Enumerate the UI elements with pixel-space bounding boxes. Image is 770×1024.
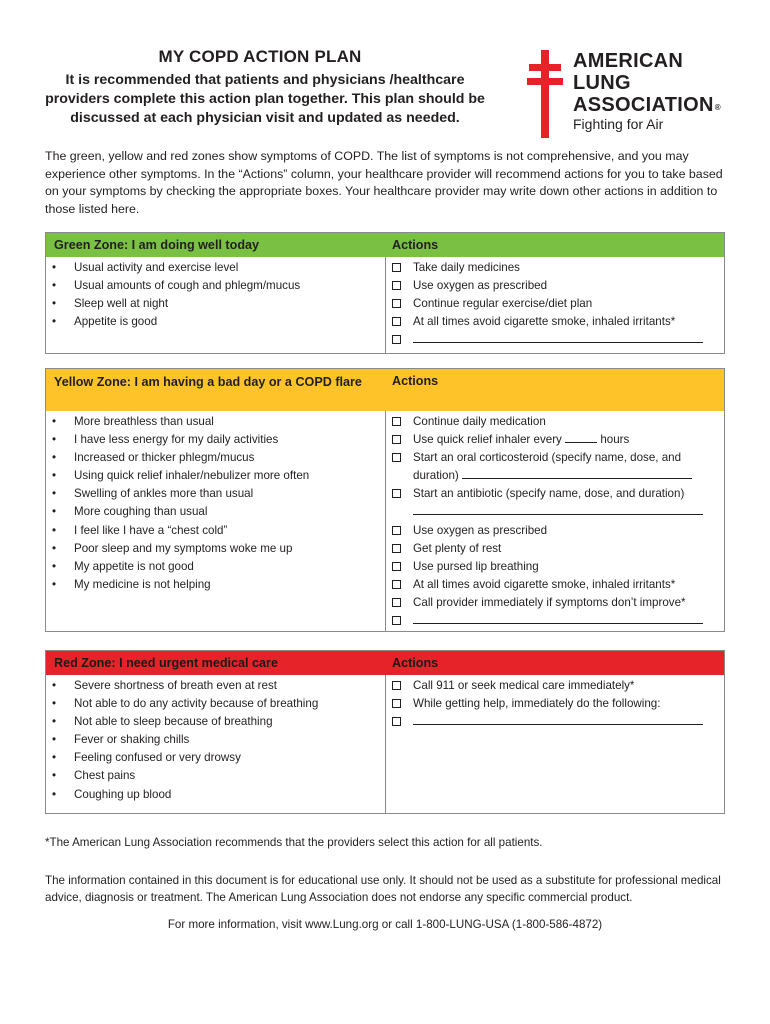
action-item-blank	[386, 713, 724, 731]
red-zone	[45, 650, 725, 814]
red-zone-actions-heading: Actions	[392, 656, 439, 670]
action-checkbox[interactable]	[392, 699, 401, 708]
logo-tagline: Fighting for Air	[573, 116, 664, 132]
action-checkbox[interactable]	[392, 717, 401, 726]
list-item: • Severe shortness of breath even at rest	[52, 679, 278, 692]
action-item: Use quick relief inhaler every hours	[386, 431, 724, 449]
action-item: Use oxygen as prescribed	[386, 277, 724, 295]
footnote: *The American Lung Association recommends that the providers select this action for all patients.	[45, 836, 543, 849]
green-zone	[45, 232, 725, 354]
list-item: • Feeling confused or very drowsy	[52, 751, 241, 765]
write-in-line[interactable]	[413, 613, 703, 624]
action-item-blank	[386, 331, 724, 349]
yellow-symptoms-list	[46, 411, 386, 631]
action-item: Continue daily medication	[386, 413, 724, 431]
red-zone-heading: Red Zone: I need urgent medical care	[54, 656, 278, 670]
action-item: Use pursed lip breathing	[386, 558, 724, 576]
green-zone-heading: Green Zone: I am doing well today	[54, 238, 260, 252]
action-item: Get plenty of rest	[386, 540, 724, 558]
contact-info: For more information, visit www.Lung.org or call 1-800-LUNG-USA (1-800-586-4872)	[167, 918, 603, 931]
action-checkbox[interactable]	[392, 681, 401, 690]
action-checkbox[interactable]	[392, 616, 401, 625]
action-item: Continue regular exercise/diet plan	[386, 295, 724, 313]
yellow-zone-actions-heading: Actions	[392, 374, 439, 388]
action-item: Call 911 or seek medical care immediately*	[386, 677, 724, 695]
ala-logo	[525, 46, 725, 138]
double-cross-icon	[525, 50, 565, 142]
action-checkbox[interactable]	[392, 417, 401, 426]
list-item: • Not able to do any activity because of breathing	[52, 697, 319, 711]
list-item: • Coughing up blood	[52, 787, 172, 801]
action-item: At all times avoid cigarette smoke, inhaled irritants*	[386, 313, 724, 331]
logo-line-1: AMERICAN	[573, 50, 684, 72]
red-symptoms-list	[46, 675, 386, 813]
intro-paragraph: The green, yellow and red zones show symptoms of COPD. The list of symptoms is not comprehensive, and you may experience other symptoms. In the “Actions” column, your healthcare provider will recommend actions for you to take based on your symptoms by checking the appropriate boxes. Your healthcare provider may write down other actions in addition to those listed here.	[45, 149, 723, 216]
yellow-zone-heading: Yellow Zone: I am having a bad day or a COPD flare	[54, 375, 362, 389]
registered-mark: ®	[714, 103, 721, 112]
list-item: • Usual amounts of cough and phlegm/mucus	[52, 279, 301, 293]
green-zone-actions-heading: Actions	[392, 238, 439, 252]
action-checkbox[interactable]	[392, 544, 401, 553]
write-in-line[interactable]	[413, 332, 703, 343]
list-item: • Usual activity and exercise level	[52, 261, 239, 274]
logo-line-3: ASSOCIATION®	[573, 94, 721, 116]
list-item: • I have less energy for my daily activities	[52, 433, 279, 447]
disclaimer: The information contained in this document is for educational use only. It should not be used as a substitute for professional medical advice, diagnosis or treatment. The American Lung Association does not endorse any specific commercial product.	[45, 874, 721, 904]
list-item: • Using quick relief inhaler/nebulizer more often	[52, 469, 310, 483]
green-symptoms-list	[46, 257, 386, 353]
action-checkbox[interactable]	[392, 489, 401, 498]
yellow-actions-list	[386, 411, 724, 631]
list-item: • My appetite is not good	[52, 559, 194, 573]
list-item: • Poor sleep and my symptoms woke me up	[52, 541, 293, 555]
write-in-line[interactable]	[462, 468, 692, 479]
action-item-blank	[386, 612, 724, 630]
red-actions-list	[386, 675, 724, 813]
action-checkbox[interactable]	[392, 263, 401, 272]
action-item: Call provider immediately if symptoms don’t improve*	[386, 594, 724, 612]
logo-line-2: LUNG	[573, 72, 631, 94]
action-item: Start an oral corticosteroid (specify name, dose, and duration)	[386, 449, 724, 485]
action-checkbox[interactable]	[392, 435, 401, 444]
action-item: Take daily medicines	[386, 259, 724, 277]
green-zone-header	[46, 233, 724, 257]
logo-wordmark	[573, 50, 721, 119]
green-actions-list	[386, 257, 724, 353]
yellow-zone	[45, 368, 725, 632]
red-zone-header	[46, 651, 724, 675]
write-in-line[interactable]	[413, 714, 703, 725]
hours-blank[interactable]	[565, 432, 597, 443]
list-item: • Increased or thicker phlegm/mucus	[52, 451, 255, 465]
action-checkbox[interactable]	[392, 562, 401, 571]
list-item: • More breathless than usual	[52, 415, 214, 428]
action-item: Start an antibiotic (specify name, dose, and duration)	[386, 485, 724, 521]
action-checkbox[interactable]	[392, 580, 401, 589]
action-item: While getting help, immediately do the following:	[386, 695, 724, 713]
list-item: • Appetite is good	[52, 315, 158, 329]
list-item: • I feel like I have a “chest cold”	[52, 523, 228, 537]
list-item: • Swelling of ankles more than usual	[52, 487, 254, 501]
action-item: Use oxygen as prescribed	[386, 522, 724, 540]
yellow-zone-header	[46, 369, 724, 411]
action-checkbox[interactable]	[392, 453, 401, 462]
action-checkbox[interactable]	[392, 526, 401, 535]
list-item: • My medicine is not helping	[52, 577, 211, 591]
list-item: • Sleep well at night	[52, 297, 169, 311]
write-in-line[interactable]	[413, 504, 703, 515]
list-item: • Chest pains	[52, 769, 136, 783]
page-subtitle: It is recommended that patients and physicians /healthcare providers complete this action plan together. This plan should be discussed at each physician visit and updated as needed.	[45, 72, 485, 126]
action-checkbox[interactable]	[392, 317, 401, 326]
list-item: • Fever or shaking chills	[52, 733, 190, 747]
action-checkbox[interactable]	[392, 281, 401, 290]
list-item: • More coughing than usual	[52, 505, 208, 519]
action-checkbox[interactable]	[392, 299, 401, 308]
action-item: At all times avoid cigarette smoke, inhaled irritants*	[386, 576, 724, 594]
list-item: • Not able to sleep because of breathing	[52, 715, 273, 729]
page-title: MY COPD ACTION PLAN	[158, 47, 362, 66]
action-checkbox[interactable]	[392, 598, 401, 607]
action-checkbox[interactable]	[392, 335, 401, 344]
